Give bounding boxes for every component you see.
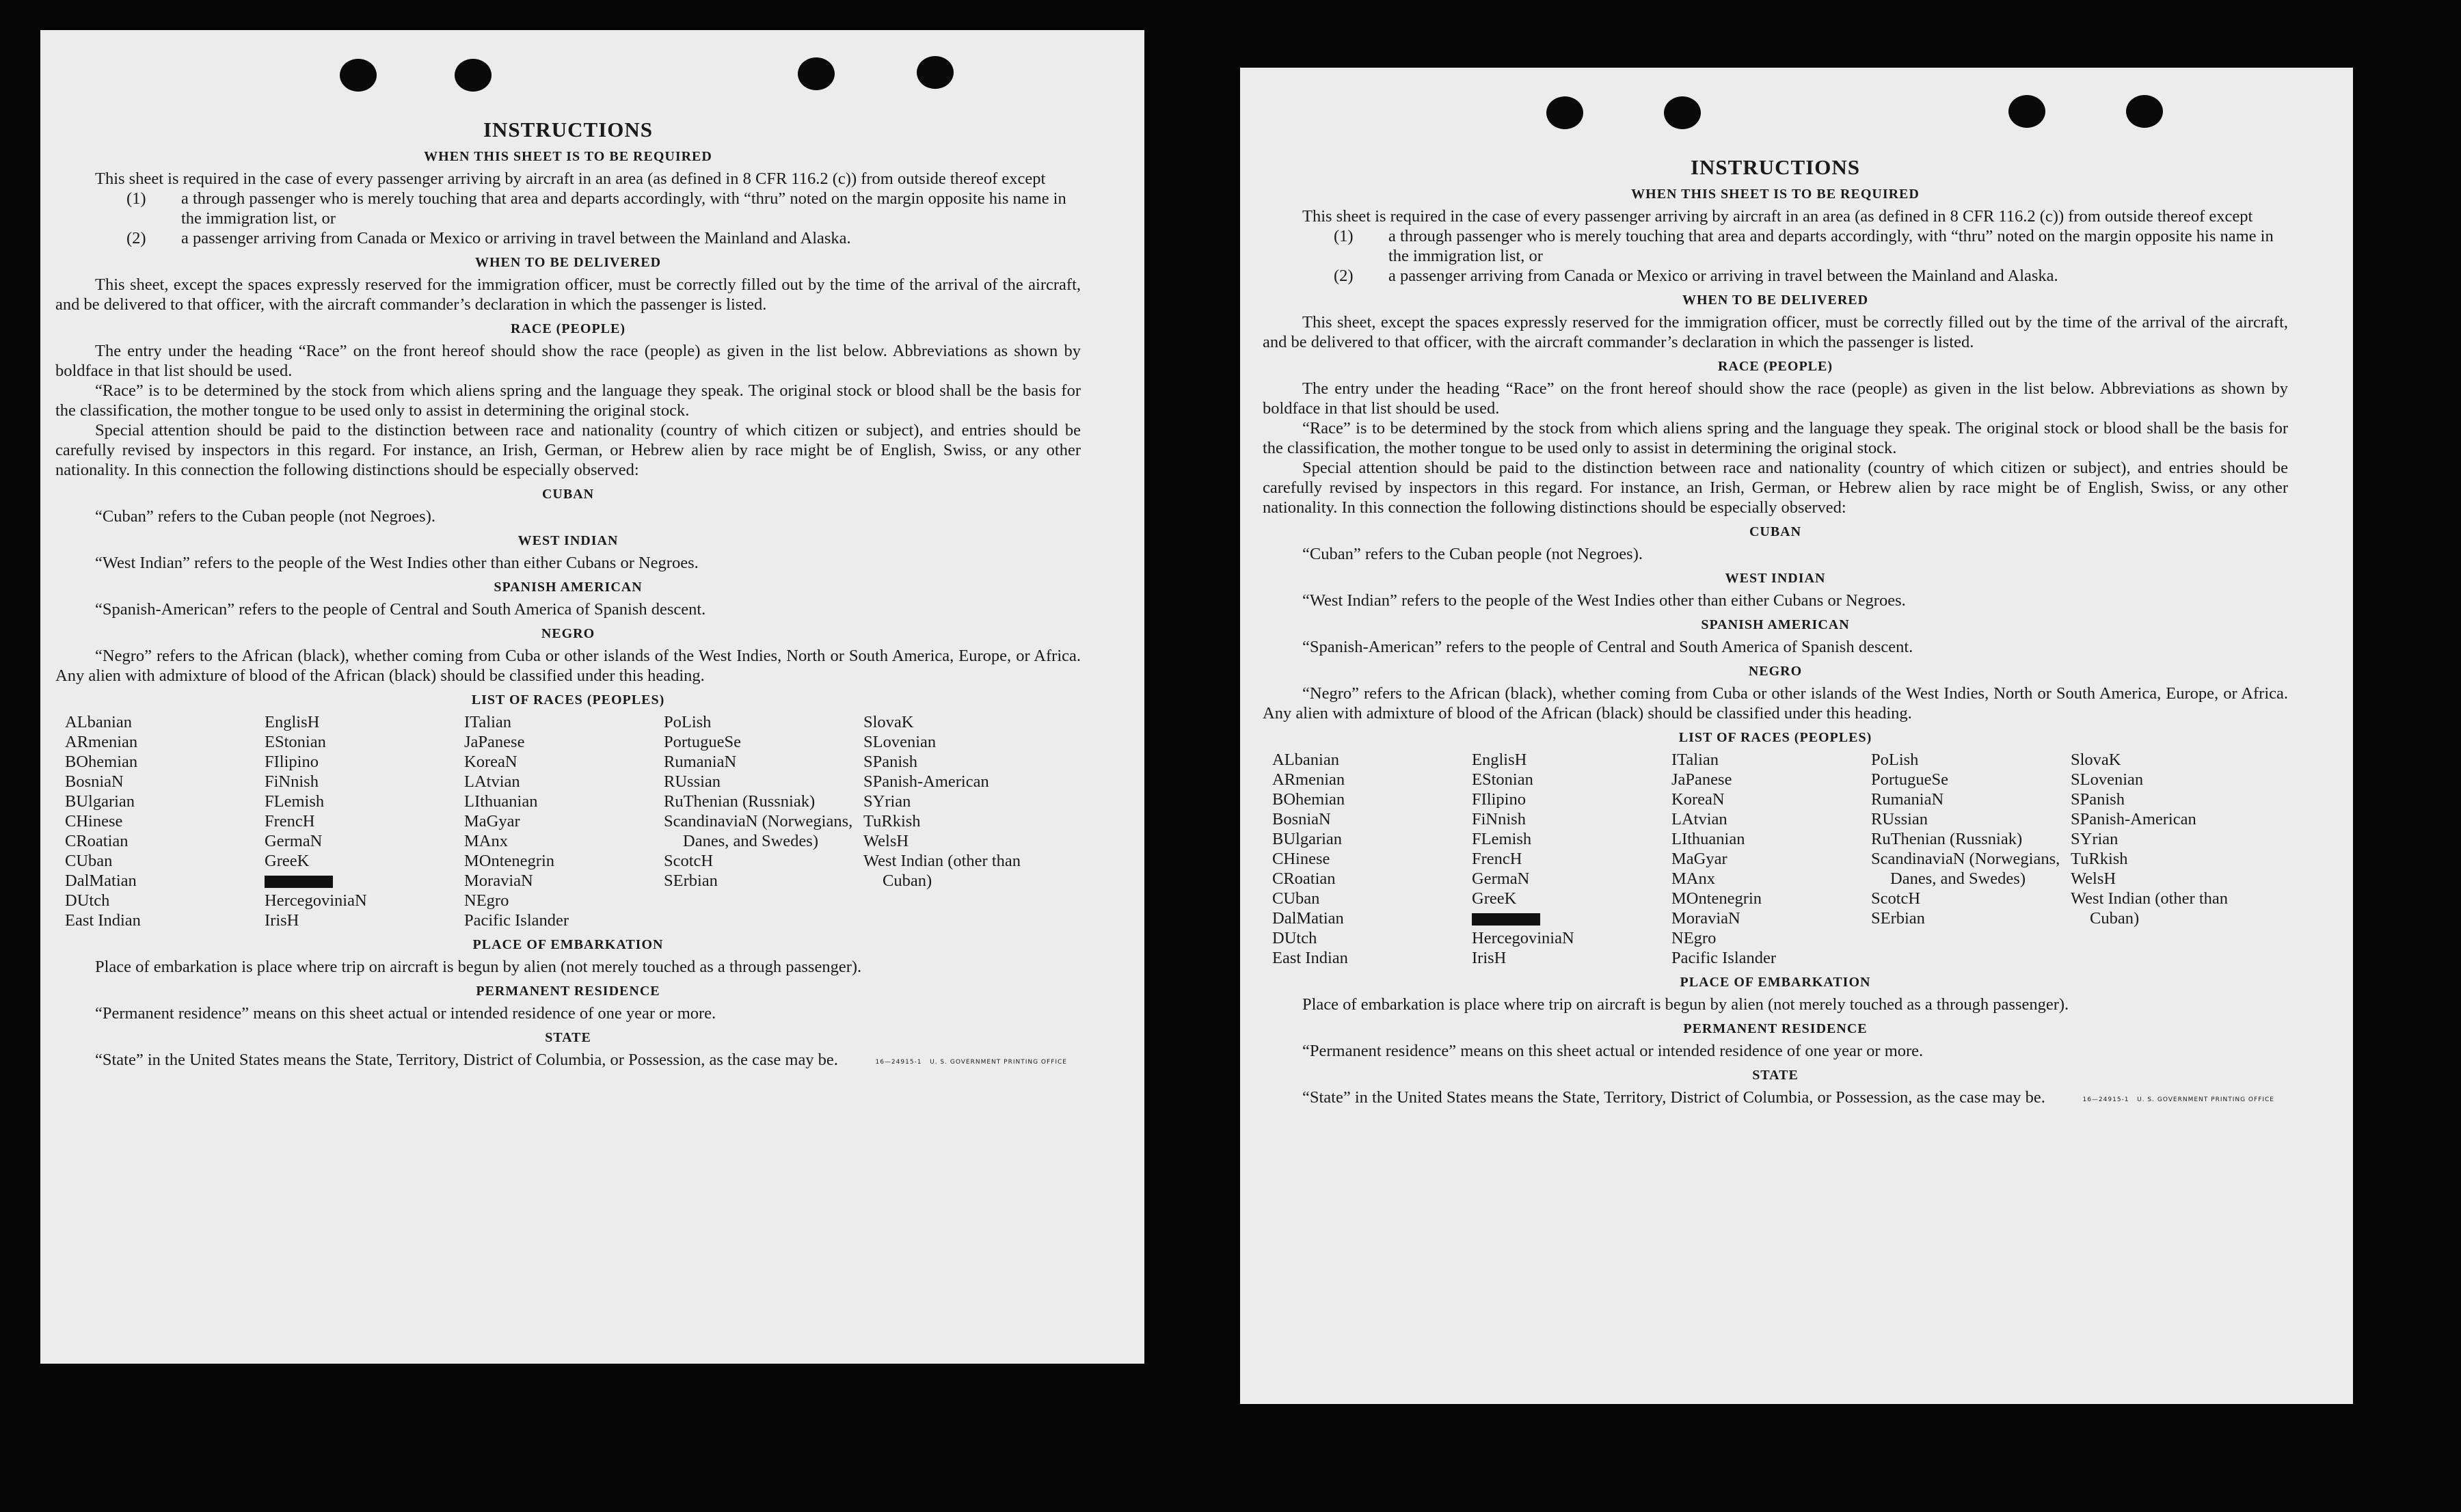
race-column <box>2071 750 2276 968</box>
race-entry: ITalian <box>1671 751 1719 769</box>
final-block <box>1263 1088 2288 1107</box>
race-entry: LIthuanian <box>1671 830 1745 848</box>
paragraph: “State” in the United States means the State, Territory, District of Columbia, or Possession, as the case may be. <box>95 1051 838 1069</box>
race-entry: SErbian <box>1871 909 1925 928</box>
paragraph: “State” in the United States means the State, Territory, District of Columbia, or Possession, as the case may be. <box>1302 1088 2045 1107</box>
race-entry: GermaN <box>1472 869 1530 888</box>
race-entry: TuRkish <box>2071 850 2128 868</box>
race-entry: JaPanese <box>464 733 525 751</box>
race-entry: Pacific Islander <box>464 911 569 930</box>
race-entry: BosniaN <box>1272 810 1331 828</box>
race-column <box>863 712 1068 930</box>
item-number: (2) <box>1334 267 1354 285</box>
race-entry: LAtvian <box>1671 810 1727 828</box>
item-text: a passenger arriving from Canada or Mexico or arriving in travel between the Mainland and Alaska. <box>1388 267 2058 285</box>
punch-hole <box>1546 96 1583 129</box>
race-entry: JaPanese <box>1671 770 1732 789</box>
race-entry: FiNnish <box>1472 810 1526 828</box>
race-entry: PoLish <box>1871 751 1919 769</box>
race-entry: SPanish-American <box>863 772 989 791</box>
paragraph: Place of embarkation is place where trip on aircraft is begun by alien (not merely touched as a through passenger). <box>1302 995 2069 1014</box>
section-heading: SPANISH AMERICAN <box>494 580 643 595</box>
redaction-mark <box>1472 913 1540 926</box>
race-entry: BOhemian <box>65 753 138 771</box>
page-title: INSTRUCTIONS <box>1690 155 1860 179</box>
paragraph: Special attention should be paid to the distinction between race and nationality (country of which citizen or subject), and entries should be carefully revised by inspectors in this regard. For instance, an Irish, German, or Hebrew alien by race might be of English, Swiss, or any other nationality. In this connection the following distinctions should be especially observed: <box>55 421 1081 479</box>
printer-name: U. S. GOVERNMENT PRINTING OFFICE <box>2137 1096 2274 1103</box>
punch-hole <box>2126 95 2163 128</box>
paragraph: “Spanish-American” refers to the people of Central and South America of Spanish descent. <box>1302 638 1913 656</box>
printer-imprint <box>875 1059 1067 1066</box>
section-heading: SPANISH AMERICAN <box>1701 617 1850 632</box>
list-item <box>1334 266 2288 286</box>
race-entry: PortugueSe <box>1871 770 1948 789</box>
section-heading: WHEN THIS SHEET IS TO BE REQUIRED <box>424 149 712 164</box>
paragraph: “Negro” refers to the African (black), whether coming from Cuba or other islands of the West Indies, North or South America, Europe, or Africa. Any alien with admixture of blood of the African (black) should be classified under this heading. <box>55 647 1081 685</box>
form-number: 16—24915-1 <box>875 1059 922 1066</box>
race-list <box>65 712 1081 930</box>
race-entry: EStonian <box>1472 770 1533 789</box>
race-entry: MaGyar <box>464 812 520 831</box>
exception-list <box>1263 226 2288 286</box>
paragraph: “Race” is to be determined by the stock from which aliens spring and the language they speak. The original stock or blood shall be the basis for the classification, the mother tongue to be used only to assist in determining the original stock. <box>55 381 1081 420</box>
race-entry: IrisH <box>1472 949 1507 967</box>
race-entry: CRoatian <box>1272 869 1336 888</box>
race-entry: PoLish <box>664 713 712 731</box>
race-entry: FiNnish <box>265 772 319 791</box>
redacted-entry <box>1472 908 1671 928</box>
section-heading: PLACE OF EMBARKATION <box>472 937 664 952</box>
section-heading: STATE <box>545 1030 591 1045</box>
race-entry: GreeK <box>1472 889 1517 908</box>
race-entry: LIthuanian <box>464 792 538 811</box>
paragraph: “West Indian” refers to the people of the West Indies other than either Cubans or Negroes. <box>1302 591 1906 610</box>
race-entry: SLovenian <box>863 733 937 751</box>
list-item <box>126 228 1081 248</box>
race-entry: SPanish-American <box>2071 810 2196 828</box>
section-heading: NEGRO <box>541 626 595 641</box>
race-column <box>664 712 863 930</box>
section-heading: CUBAN <box>541 487 595 502</box>
race-entry: BUlgarian <box>65 792 135 811</box>
race-entry: ScandinaviaN (Norwegians, Danes, and Swedes) <box>664 812 853 850</box>
race-column <box>65 712 265 930</box>
race-entry: CHinese <box>65 812 123 831</box>
paragraph: “Negro” refers to the African (black), whether coming from Cuba or other islands of the West Indies, North or South America, Europe, or Africa. Any alien with admixture of blood of the African (black) should be classified under this heading. <box>1263 684 2288 723</box>
list-item <box>126 189 1081 228</box>
race-entry: ScandinaviaN (Norwegians, Danes, and Swedes) <box>1871 850 2060 888</box>
race-entry: RUssian <box>1871 810 1928 828</box>
paragraph: Place of embarkation is place where trip on aircraft is begun by alien (not merely touched as a through passenger). <box>95 958 862 976</box>
section-heading: WHEN THIS SHEET IS TO BE REQUIRED <box>1631 187 1920 202</box>
exception-list <box>55 189 1081 248</box>
paragraph: This sheet is required in the case of every passenger arriving by aircraft in an area (as defined in 8 CFR 116.2 (c)) from outside thereof except <box>95 170 1046 188</box>
race-entry: SErbian <box>664 872 718 890</box>
section-heading: STATE <box>1752 1068 1799 1083</box>
punch-hole <box>2008 95 2045 128</box>
paragraph: The entry under the heading “Race” on the front hereof should show the race (people) as given in the list below. Abbreviations as shown by boldface in that list should be used. <box>1263 379 2288 418</box>
race-entry: BUlgarian <box>1272 830 1343 848</box>
race-entry: SPanish <box>2071 790 2125 809</box>
document-page-right <box>1240 68 2353 1404</box>
race-entry: West Indian (other than Cuban) <box>863 852 1021 890</box>
section-heading: CUBAN <box>1749 524 1802 539</box>
section-heading: RACE (PEOPLE) <box>511 321 626 336</box>
final-block <box>55 1050 1081 1070</box>
page-title: INSTRUCTIONS <box>483 118 653 141</box>
race-column <box>265 712 464 930</box>
race-entry: CRoatian <box>65 832 129 850</box>
race-column <box>1671 750 1871 968</box>
race-column <box>1272 750 1472 968</box>
list-item <box>1334 226 2288 266</box>
race-entry: DUtch <box>1272 929 1317 947</box>
race-entry: MOntenegrin <box>464 852 554 870</box>
redacted-entry <box>265 871 464 891</box>
race-entry: RuThenian (Russniak) <box>664 792 816 811</box>
section-heading: WHEN TO BE DELIVERED <box>474 255 662 270</box>
paragraph: This sheet, except the spaces expressly reserved for the immigration officer, must be correctly filled out by the time of the arrival of the aircraft, and be delivered to that officer, with the aircraft commander’s declaration in which the passenger is listed. <box>55 275 1081 314</box>
race-entry: LAtvian <box>464 772 520 791</box>
race-entry: FrencH <box>265 812 315 831</box>
document-page-left <box>40 30 1144 1364</box>
paragraph: “Permanent residence” means on this sheet actual or intended residence of one year or more. <box>95 1004 716 1023</box>
race-entry: EnglisH <box>265 713 320 731</box>
race-entry: RumaniaN <box>664 753 737 771</box>
paragraph: “Cuban” refers to the Cuban people (not Negroes). <box>1302 545 1643 563</box>
race-entry: SYrian <box>863 792 911 811</box>
printer-name: U. S. GOVERNMENT PRINTING OFFICE <box>930 1059 1067 1066</box>
punch-hole <box>455 59 492 92</box>
race-entry: CUban <box>1272 889 1320 908</box>
punch-hole <box>798 57 835 90</box>
race-entry: RuThenian (Russniak) <box>1871 830 2023 848</box>
race-entry: IrisH <box>265 911 299 930</box>
page-content <box>55 118 1081 1323</box>
race-entry: HercegoviniaN <box>1472 929 1574 947</box>
race-entry: ALbanian <box>65 713 132 731</box>
race-column <box>464 712 664 930</box>
race-entry: GreeK <box>265 852 310 870</box>
section-heading: WHEN TO BE DELIVERED <box>1682 293 1869 308</box>
item-number: (1) <box>1334 227 1354 245</box>
race-entry: ScotcH <box>1871 889 1921 908</box>
race-entry: WelsH <box>2071 869 2116 888</box>
race-entry: DalMatian <box>65 872 137 890</box>
race-entry: SYrian <box>2071 830 2119 848</box>
race-entry: FIlipino <box>265 753 319 771</box>
race-entry: TuRkish <box>863 812 921 831</box>
paragraph: “Permanent residence” means on this sheet actual or intended residence of one year or more. <box>1302 1042 1924 1060</box>
race-list <box>1272 750 2288 968</box>
race-entry: FLemish <box>1472 830 1532 848</box>
race-entry: CHinese <box>1272 850 1330 868</box>
section-heading: PERMANENT RESIDENCE <box>476 984 660 999</box>
paragraph: This sheet is required in the case of every passenger arriving by aircraft in an area (as defined in 8 CFR 116.2 (c)) from outside thereof except <box>1302 207 2253 226</box>
printer-imprint <box>2082 1096 2274 1103</box>
paragraph: The entry under the heading “Race” on the front hereof should show the race (people) as given in the list below. Abbreviations as shown by boldface in that list should be used. <box>55 342 1081 380</box>
race-entry: DalMatian <box>1272 909 1344 928</box>
race-entry: West Indian (other than Cuban) <box>2071 889 2229 928</box>
section-heading: RACE (PEOPLE) <box>1718 359 1833 374</box>
race-entry: MoraviaN <box>464 872 533 890</box>
race-entry: SLovenian <box>2071 770 2144 789</box>
race-entry: East Indian <box>1272 949 1348 967</box>
item-number: (2) <box>126 229 146 247</box>
race-entry: KoreaN <box>464 753 517 771</box>
race-entry: ARmenian <box>1272 770 1345 789</box>
race-entry: RumaniaN <box>1871 790 1944 809</box>
race-entry: MaGyar <box>1671 850 1727 868</box>
paragraph: “Spanish-American” refers to the people of Central and South America of Spanish descent. <box>95 600 706 619</box>
race-entry: BOhemian <box>1272 790 1345 809</box>
race-entry: SlovaK <box>2071 751 2121 769</box>
race-entry: FIlipino <box>1472 790 1526 809</box>
race-entry: WelsH <box>863 832 909 850</box>
race-entry: ScotcH <box>664 852 714 870</box>
race-entry: FLemish <box>265 792 325 811</box>
paragraph: Special attention should be paid to the distinction between race and nationality (country of which citizen or subject), and entries should be carefully revised by inspectors in this regard. For instance, an Irish, German, or Hebrew alien by race might be of English, Swiss, or any other nationality. In this connection the following distinctions should be especially observed: <box>1263 459 2288 517</box>
section-heading: WEST INDIAN <box>517 533 619 548</box>
punch-hole <box>340 59 377 92</box>
section-heading: PERMANENT RESIDENCE <box>1683 1021 1868 1036</box>
form-number: 16—24915-1 <box>2082 1096 2129 1103</box>
race-entry: HercegoviniaN <box>265 891 367 910</box>
race-entry: BosniaN <box>65 772 124 791</box>
race-entry: SlovaK <box>863 713 914 731</box>
section-heading: WEST INDIAN <box>1725 571 1826 586</box>
race-entry: EnglisH <box>1472 751 1527 769</box>
section-heading: LIST OF RACES (PEOPLES) <box>1678 730 1872 745</box>
race-entry: MAnx <box>464 832 508 850</box>
punch-hole <box>1664 96 1701 129</box>
race-entry: DUtch <box>65 891 110 910</box>
race-entry: MAnx <box>1671 869 1715 888</box>
race-entry: PortugueSe <box>664 733 741 751</box>
redaction-mark <box>265 876 333 888</box>
page-content <box>1263 155 2288 1363</box>
race-entry: ARmenian <box>65 733 138 751</box>
race-entry: CUban <box>65 852 113 870</box>
item-text: a through passenger who is merely touching that area and departs accordingly, with “thru” noted on the margin opposite his name in the immigration list, or <box>181 189 1066 228</box>
item-text: a through passenger who is merely touching that area and departs accordingly, with “thru” noted on the margin opposite his name in the immigration list, or <box>1388 227 2274 265</box>
race-entry: ALbanian <box>1272 751 1339 769</box>
race-entry: ITalian <box>464 713 512 731</box>
race-entry: SPanish <box>863 753 917 771</box>
race-column <box>1472 750 1671 968</box>
race-entry: RUssian <box>664 772 721 791</box>
item-number: (1) <box>126 189 146 208</box>
race-entry: NEgro <box>464 891 509 910</box>
race-entry: KoreaN <box>1671 790 1725 809</box>
race-entry: NEgro <box>1671 929 1717 947</box>
race-entry: East Indian <box>65 911 141 930</box>
punch-hole <box>917 56 954 89</box>
item-text: a passenger arriving from Canada or Mexico or arriving in travel between the Mainland and Alaska. <box>181 229 851 247</box>
paragraph: “Cuban” refers to the Cuban people (not Negroes). <box>95 507 435 526</box>
race-entry: EStonian <box>265 733 326 751</box>
paragraph: This sheet, except the spaces expressly reserved for the immigration officer, must be correctly filled out by the time of the arrival of the aircraft, and be delivered to that officer, with the aircraft commander’s declaration in which the passenger is listed. <box>1263 313 2288 351</box>
section-heading: LIST OF RACES (PEOPLES) <box>471 692 665 707</box>
section-heading: NEGRO <box>1748 664 1803 679</box>
race-column <box>1871 750 2071 968</box>
race-entry: MoraviaN <box>1671 909 1740 928</box>
paragraph: “West Indian” refers to the people of the West Indies other than either Cubans or Negroes. <box>95 554 699 572</box>
section-heading: PLACE OF EMBARKATION <box>1680 975 1871 990</box>
race-entry: FrencH <box>1472 850 1522 868</box>
race-entry: Pacific Islander <box>1671 949 1777 967</box>
race-entry: MOntenegrin <box>1671 889 1762 908</box>
paragraph: “Race” is to be determined by the stock from which aliens spring and the language they speak. The original stock or blood shall be the basis for the classification, the mother tongue to be used only to assist in determining the original stock. <box>1263 419 2288 457</box>
race-entry: GermaN <box>265 832 323 850</box>
